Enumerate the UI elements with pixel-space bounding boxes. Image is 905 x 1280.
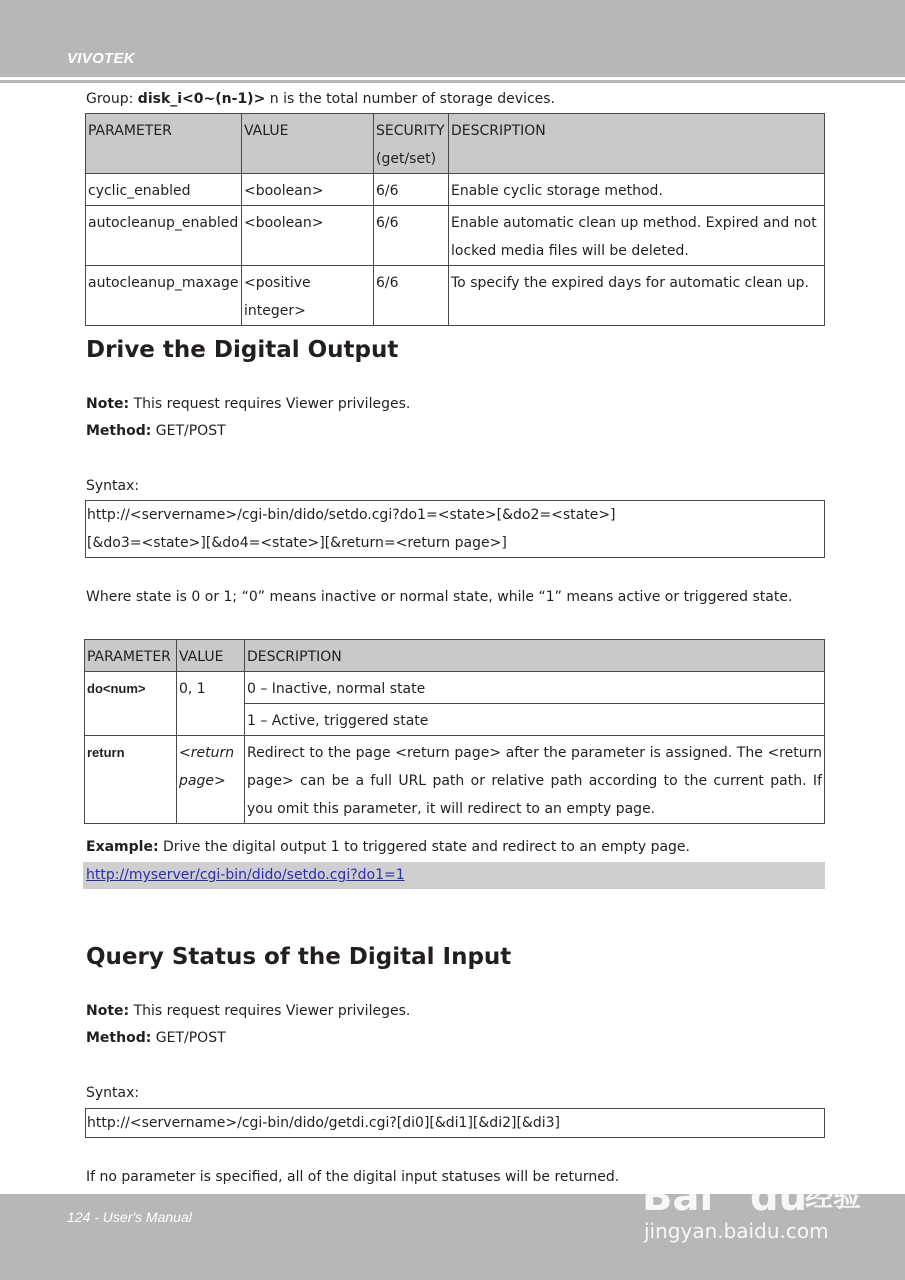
syntax-line: http://<servername>/cgi-bin/dido/getdi.cgi?[di0][&di1][&di2][&di3] (87, 1115, 560, 1131)
note-line (86, 396, 410, 412)
note-label: Note: (86, 396, 130, 412)
no-parameter-note: If no parameter is specified, all of the digital input statuses will be returned. (86, 1169, 620, 1185)
syntax-line: http://<servername>/cgi-bin/dido/setdo.cgi?do1=<state>[&do2=<state>] (87, 507, 616, 523)
svg-text:经验: 经验 (805, 1180, 862, 1213)
state-explanation: Where state is 0 or 1; “0” means inactive or normal state, while “1” means active or triggered state. (86, 589, 793, 605)
svg-text:du: du (750, 1174, 808, 1220)
method-label: Method: (86, 1030, 152, 1046)
method-text: GET/POST (155, 1030, 226, 1046)
syntax-label: Syntax: (86, 478, 140, 494)
method-label: Method: (86, 423, 152, 439)
column-header: VALUE (242, 114, 374, 174)
table-cell: 6/6 (374, 206, 449, 266)
table-cell: Enable cyclic storage method. (449, 174, 825, 206)
table-cell: To specify the expired days for automatic clean up. (449, 266, 825, 326)
table-cell: autocleanup_maxage (86, 266, 242, 326)
digital-output-parameter-table (84, 639, 825, 824)
column-header: DESCRIPTION (449, 114, 825, 174)
column-header: DESCRIPTION (245, 640, 825, 672)
syntax-box (85, 500, 825, 558)
svg-text:Bai: Bai (642, 1174, 714, 1220)
table-cell: return (85, 736, 177, 824)
baidu-watermark-logo (640, 1140, 870, 1250)
table-cell: cyclic_enabled (86, 174, 242, 206)
table-row (86, 174, 825, 206)
table-cell: 6/6 (374, 174, 449, 206)
example-url-link[interactable]: http://myserver/cgi-bin/dido/setdo.cgi?do1=1 (86, 867, 405, 883)
table-cell: 0, 1 (177, 672, 245, 736)
group-prefix: Group: (86, 91, 134, 107)
header-bar (0, 0, 905, 77)
brand-logo: VIVOTEK (67, 50, 135, 67)
table-cell: Redirect to the page <return page> after the parameter is assigned. The <return page> can be a full URL path or relative path according to the current path. If you omit this parameter, it will redirect to an empty page. (245, 736, 825, 824)
table-row (86, 266, 825, 326)
note-line (86, 1003, 410, 1019)
table-header-row (85, 640, 825, 672)
column-header: VALUE (177, 640, 245, 672)
syntax-line: [&do3=<state>][&do4=<state>][&return=<return page>] (87, 535, 507, 551)
group-name: disk_i<0~(n-1)> (137, 91, 266, 107)
syntax-label: Syntax: (86, 1085, 140, 1101)
table-cell: <return page> (177, 736, 245, 824)
note-label: Note: (86, 1003, 130, 1019)
page-number: 124 - User's Manual (67, 1209, 192, 1225)
group-suffix: n is the total number of storage devices. (269, 91, 556, 107)
disk-parameter-table (85, 113, 825, 326)
table-cell: do<num> (85, 672, 177, 736)
table-row (85, 736, 825, 824)
syntax-box (85, 1108, 825, 1138)
table-cell: 1 – Active, triggered state (245, 704, 825, 736)
table-header-row (86, 114, 825, 174)
method-line (86, 1030, 226, 1046)
method-line (86, 423, 226, 439)
table-row (85, 672, 825, 704)
example-text: Drive the digital output 1 to triggered state and redirect to an empty page. (163, 839, 690, 855)
example-label: Example: (86, 839, 159, 855)
note-text: This request requires Viewer privileges. (133, 396, 411, 412)
column-header: PARAMETER (86, 114, 242, 174)
header-divider (0, 80, 905, 83)
table-cell: <positive integer> (242, 266, 374, 326)
group-line (86, 91, 555, 107)
table-cell: autocleanup_enabled (86, 206, 242, 266)
table-cell: Enable automatic clean up method. Expired and not locked media files will be deleted. (449, 206, 825, 266)
note-text: This request requires Viewer privileges. (133, 1003, 411, 1019)
svg-text:jingyan.baidu.com: jingyan.baidu.com (644, 1219, 829, 1243)
column-header: PARAMETER (85, 640, 177, 672)
table-row (86, 206, 825, 266)
column-header: SECURITY (get/set) (374, 114, 449, 174)
method-text: GET/POST (155, 423, 226, 439)
table-cell: <boolean> (242, 174, 374, 206)
section-title-digital-input: Query Status of the Digital Input (86, 944, 512, 970)
table-cell: <boolean> (242, 206, 374, 266)
table-cell: 0 – Inactive, normal state (245, 672, 825, 704)
section-title-digital-output: Drive the Digital Output (86, 337, 399, 363)
table-cell: 6/6 (374, 266, 449, 326)
example-line (86, 839, 690, 855)
